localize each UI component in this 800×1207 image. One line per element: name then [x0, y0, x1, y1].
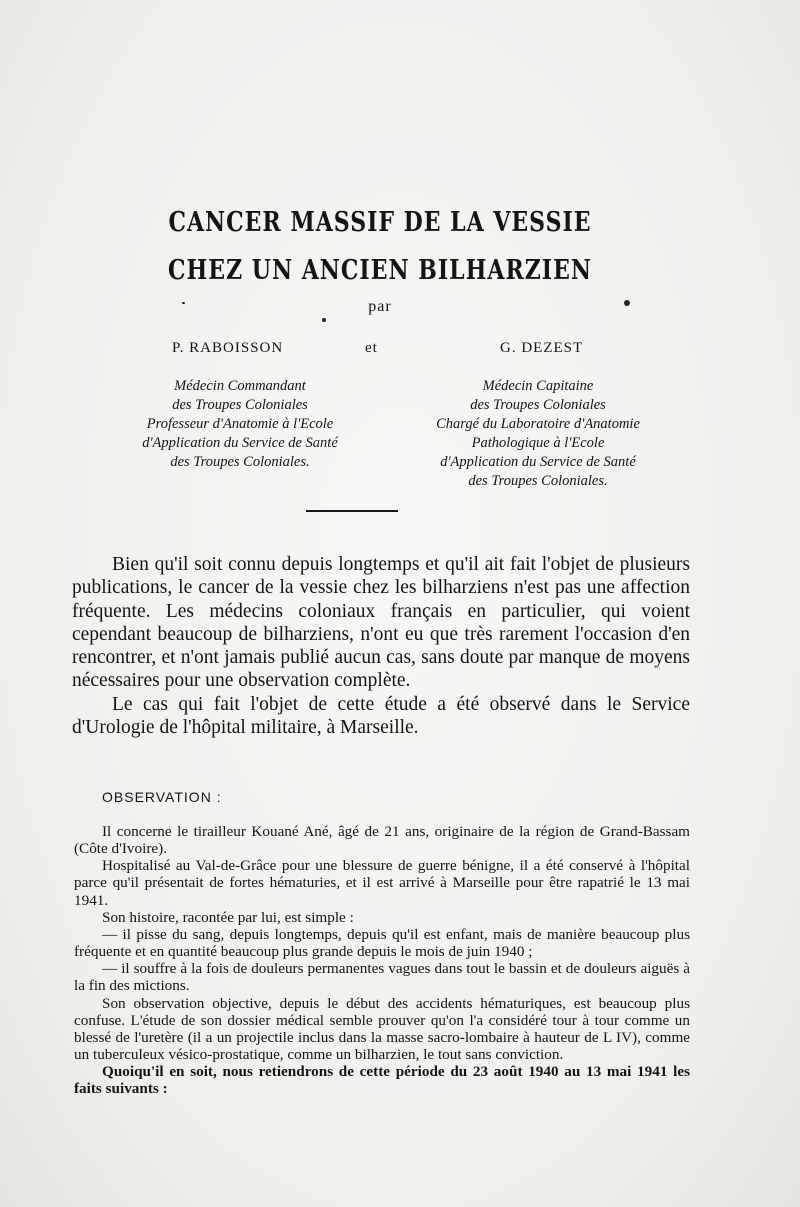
affiliation-line: Professeur d'Anatomie à l'Ecole: [146, 416, 334, 432]
author-dezest: G. DEZEST: [500, 340, 584, 356]
introduction: [72, 553, 690, 739]
observation-body: [74, 823, 690, 1098]
intro-paragraph: Bien qu'il soit connu depuis longtemps et qu'il ait fait l'objet de plusieurs publications, le cancer de la vessie chez les bilharziens n'est pas une affection fréquente. Les médecins coloniaux français en particulier, qui voient cependant beaucoup de bilharziens, n'ont eu que très rarement l'occasion d'en rencontrer, et n'ont jamais publié aucun cas, sans doute par manque de moyens nécessaires pour une observation complète.: [72, 554, 690, 692]
author-raboisson: P. RABOISSON: [172, 340, 284, 356]
affiliation-raboisson: [105, 377, 375, 472]
observation-paragraph: — il souffre à la fois de douleurs permanentes vagues dans tout le bassin et de douleurs aiguës à la fin des mictions.: [74, 960, 690, 995]
observation-paragraph: — il pisse du sang, depuis longtemps, depuis qu'il est enfant, mais de manière beaucoup plus fréquente et en quantité beaucoup plus grande depuis le mois de juin 1940 ;: [74, 925, 690, 961]
article-title-line-1: CANCER MASSIF DE LA VESSIE: [168, 206, 592, 239]
affiliation-line: Médecin Capitaine: [482, 378, 594, 394]
affiliation-line: des Troupes Coloniales: [172, 397, 308, 413]
affiliation-line: d'Application du Service de Santé: [142, 435, 338, 451]
observation-heading: OBSERVATION :: [102, 789, 222, 805]
observation-paragraph: Il concerne le tirailleur Kouané Ané, âgé de 21 ans, originaire de la région de Grand-Bassam (Côte d'Ivoire).: [74, 823, 690, 858]
intro-paragraph: Le cas qui fait l'objet de cette étude a été observé dans le Service d'Urologie de l'hôpital militaire, à Marseille.: [72, 693, 690, 739]
section-divider: [306, 510, 398, 512]
ink-speck: [182, 302, 185, 304]
affiliation-line: Pathologique à l'Ecole: [471, 435, 605, 451]
observation-paragraph: Quoiqu'il en soit, nous retiendrons de cette période du 23 août 1940 au 13 mai 1941 les faits suivants :: [74, 1063, 690, 1098]
affiliation-line: d'Application du Service de Santé: [440, 454, 636, 470]
by-label: par: [368, 298, 392, 315]
ink-speck: [322, 318, 326, 322]
author-conjunction: et: [365, 340, 378, 356]
affiliation-line: des Troupes Coloniales.: [468, 473, 608, 489]
affiliation-line: des Troupes Coloniales.: [170, 454, 310, 470]
affiliation-line: des Troupes Coloniales: [470, 397, 606, 413]
affiliation-line: Médecin Commandant: [174, 378, 306, 394]
affiliation-dezest: [403, 377, 673, 491]
affiliation-line: Chargé du Laboratoire d'Anatomie: [436, 416, 640, 432]
observation-paragraph: Son observation objective, depuis le début des accidents hématuriques, est beaucoup plus confuse. L'étude de son dossier médical semble prouver qu'on l'a considéré tour à tour comme un blessé de l'uretère (il a un projectile inclus dans la masse sacro-lombaire à hauteur de L IV), comme un tuberculeux vésico-prostatique, comme un bilharzien, le tout sans conviction.: [74, 994, 690, 1064]
article-title-line-2: CHEZ UN ANCIEN BILHARZIEN: [168, 254, 592, 287]
ink-speck: [624, 300, 630, 306]
observation-paragraph: Son histoire, racontée par lui, est simple :: [102, 908, 354, 926]
observation-paragraph: Hospitalisé au Val-de-Grâce pour une blessure de guerre bénigne, il a été conservé à l'hôpital parce qu'il présentait de fortes hématuries, et il est arrivé à Marseille pour être rapatrié le 13 mai 1941.: [74, 857, 690, 909]
